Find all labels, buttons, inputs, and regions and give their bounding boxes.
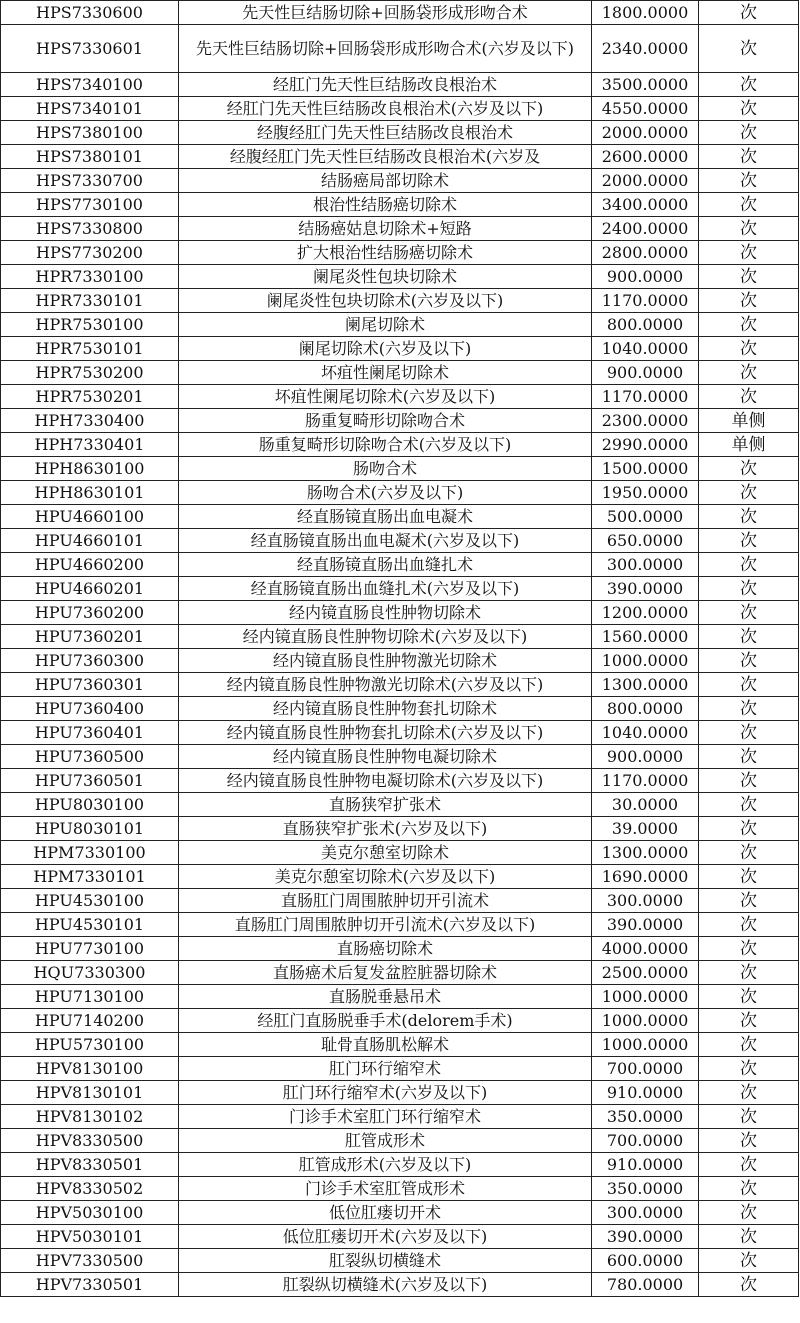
table-row bbox=[1, 793, 799, 817]
name-cell: 结肠癌局部切除术 bbox=[179, 169, 592, 193]
unit-cell: 次 bbox=[699, 361, 799, 385]
unit-cell: 次 bbox=[699, 1081, 799, 1105]
price-table-body bbox=[1, 1, 799, 1297]
name-cell: 肛裂纵切横缝术(六岁及以下) bbox=[179, 1273, 592, 1297]
name-cell: 经内镜直肠良性肿物电凝切除术(六岁及以下) bbox=[179, 769, 592, 793]
price-cell: 2400.0000 bbox=[592, 217, 699, 241]
code-cell: HPS7330601 bbox=[1, 25, 179, 73]
table-row bbox=[1, 553, 799, 577]
table-row bbox=[1, 505, 799, 529]
code-cell: HPS7730200 bbox=[1, 241, 179, 265]
unit-cell: 次 bbox=[699, 889, 799, 913]
price-cell: 2500.0000 bbox=[592, 961, 699, 985]
table-row bbox=[1, 649, 799, 673]
code-cell: HPV8130100 bbox=[1, 1057, 179, 1081]
code-cell: HPU4660100 bbox=[1, 505, 179, 529]
table-row bbox=[1, 817, 799, 841]
code-cell: HPM7330100 bbox=[1, 841, 179, 865]
code-cell: HPR7530100 bbox=[1, 313, 179, 337]
name-cell: 直肠癌切除术 bbox=[179, 937, 592, 961]
table-row bbox=[1, 145, 799, 169]
price-cell: 4000.0000 bbox=[592, 937, 699, 961]
table-row bbox=[1, 865, 799, 889]
code-cell: HPV5030101 bbox=[1, 1225, 179, 1249]
name-cell: 经直肠镜直肠出血电凝术(六岁及以下) bbox=[179, 529, 592, 553]
name-cell: 肛管成形术(六岁及以下) bbox=[179, 1153, 592, 1177]
table-row bbox=[1, 409, 799, 433]
name-cell: 肠吻合术 bbox=[179, 457, 592, 481]
price-cell: 390.0000 bbox=[592, 913, 699, 937]
code-cell: HPS7330800 bbox=[1, 217, 179, 241]
unit-cell: 次 bbox=[699, 697, 799, 721]
table-row bbox=[1, 985, 799, 1009]
price-cell: 1000.0000 bbox=[592, 985, 699, 1009]
name-cell: 经内镜直肠良性肿物激光切除术 bbox=[179, 649, 592, 673]
table-row bbox=[1, 193, 799, 217]
unit-cell: 次 bbox=[699, 793, 799, 817]
price-cell: 2990.0000 bbox=[592, 433, 699, 457]
price-cell: 2000.0000 bbox=[592, 169, 699, 193]
price-cell: 700.0000 bbox=[592, 1129, 699, 1153]
price-cell: 1000.0000 bbox=[592, 1009, 699, 1033]
code-cell: HPV8130101 bbox=[1, 1081, 179, 1105]
price-cell: 350.0000 bbox=[592, 1177, 699, 1201]
price-cell: 1950.0000 bbox=[592, 481, 699, 505]
name-cell: 经内镜直肠良性肿物电凝切除术 bbox=[179, 745, 592, 769]
table-row bbox=[1, 769, 799, 793]
name-cell: 肠吻合术(六岁及以下) bbox=[179, 481, 592, 505]
price-cell: 1040.0000 bbox=[592, 337, 699, 361]
code-cell: HPU7130100 bbox=[1, 985, 179, 1009]
price-cell: 1300.0000 bbox=[592, 841, 699, 865]
name-cell: 美克尔憩室切除术 bbox=[179, 841, 592, 865]
name-cell: 经内镜直肠良性肿物切除术 bbox=[179, 601, 592, 625]
code-cell: HPV7330501 bbox=[1, 1273, 179, 1297]
code-cell: HPV8330500 bbox=[1, 1129, 179, 1153]
name-cell: 肠重复畸形切除吻合术 bbox=[179, 409, 592, 433]
unit-cell: 次 bbox=[699, 505, 799, 529]
table-row bbox=[1, 1153, 799, 1177]
price-cell: 1170.0000 bbox=[592, 769, 699, 793]
name-cell: 阑尾切除术 bbox=[179, 313, 592, 337]
table-row bbox=[1, 169, 799, 193]
price-cell: 300.0000 bbox=[592, 889, 699, 913]
code-cell: HPH8630100 bbox=[1, 457, 179, 481]
table-row bbox=[1, 1057, 799, 1081]
price-cell: 1800.0000 bbox=[592, 1, 699, 25]
name-cell: 经腹经肛门先天性巨结肠改良根治术(六岁及 bbox=[179, 145, 592, 169]
table-row bbox=[1, 1105, 799, 1129]
code-cell: HQU7330300 bbox=[1, 961, 179, 985]
name-cell: 扩大根治性结肠癌切除术 bbox=[179, 241, 592, 265]
code-cell: HPU7360401 bbox=[1, 721, 179, 745]
price-cell: 900.0000 bbox=[592, 361, 699, 385]
price-cell: 800.0000 bbox=[592, 697, 699, 721]
unit-cell: 次 bbox=[699, 25, 799, 73]
code-cell: HPU8030100 bbox=[1, 793, 179, 817]
price-cell: 600.0000 bbox=[592, 1249, 699, 1273]
unit-cell: 次 bbox=[699, 1273, 799, 1297]
table-row bbox=[1, 385, 799, 409]
unit-cell: 次 bbox=[699, 913, 799, 937]
name-cell: 经内镜直肠良性肿物套扎切除术 bbox=[179, 697, 592, 721]
table-row bbox=[1, 721, 799, 745]
table-row bbox=[1, 121, 799, 145]
table-row bbox=[1, 673, 799, 697]
table-row bbox=[1, 1201, 799, 1225]
unit-cell: 次 bbox=[699, 841, 799, 865]
name-cell: 低位肛瘘切开术(六岁及以下) bbox=[179, 1225, 592, 1249]
price-cell: 300.0000 bbox=[592, 1201, 699, 1225]
price-cell: 1170.0000 bbox=[592, 385, 699, 409]
unit-cell: 次 bbox=[699, 1, 799, 25]
unit-cell: 次 bbox=[699, 625, 799, 649]
name-cell: 坏疽性阑尾切除术 bbox=[179, 361, 592, 385]
code-cell: HPU7360200 bbox=[1, 601, 179, 625]
table-row bbox=[1, 217, 799, 241]
price-cell: 910.0000 bbox=[592, 1081, 699, 1105]
price-cell: 30.0000 bbox=[592, 793, 699, 817]
price-cell: 900.0000 bbox=[592, 265, 699, 289]
code-cell: HPH7330400 bbox=[1, 409, 179, 433]
name-cell: 低位肛瘘切开术 bbox=[179, 1201, 592, 1225]
unit-cell: 次 bbox=[699, 217, 799, 241]
code-cell: HPU7360201 bbox=[1, 625, 179, 649]
unit-cell: 次 bbox=[699, 745, 799, 769]
name-cell: 直肠肛门周围脓肿切开引流术(六岁及以下) bbox=[179, 913, 592, 937]
code-cell: HPU4530101 bbox=[1, 913, 179, 937]
unit-cell: 次 bbox=[699, 1201, 799, 1225]
name-cell: 耻骨直肠肌松解术 bbox=[179, 1033, 592, 1057]
name-cell: 肛门环行缩窄术(六岁及以下) bbox=[179, 1081, 592, 1105]
code-cell: HPU7360300 bbox=[1, 649, 179, 673]
price-cell: 3400.0000 bbox=[592, 193, 699, 217]
name-cell: 经直肠镜直肠出血缝扎术 bbox=[179, 553, 592, 577]
code-cell: HPU4660201 bbox=[1, 577, 179, 601]
unit-cell: 次 bbox=[699, 865, 799, 889]
name-cell: 经直肠镜直肠出血电凝术 bbox=[179, 505, 592, 529]
unit-cell: 次 bbox=[699, 241, 799, 265]
table-row bbox=[1, 361, 799, 385]
code-cell: HPR7330100 bbox=[1, 265, 179, 289]
code-cell: HPM7330101 bbox=[1, 865, 179, 889]
price-cell: 1040.0000 bbox=[592, 721, 699, 745]
price-cell: 780.0000 bbox=[592, 1273, 699, 1297]
name-cell: 门诊手术室肛门环行缩窄术 bbox=[179, 1105, 592, 1129]
price-cell: 1500.0000 bbox=[592, 457, 699, 481]
price-cell: 1200.0000 bbox=[592, 601, 699, 625]
unit-cell: 次 bbox=[699, 97, 799, 121]
name-cell: 美克尔憩室切除术(六岁及以下) bbox=[179, 865, 592, 889]
name-cell: 经腹经肛门先天性巨结肠改良根治术 bbox=[179, 121, 592, 145]
price-cell: 39.0000 bbox=[592, 817, 699, 841]
code-cell: HPU7140200 bbox=[1, 1009, 179, 1033]
name-cell: 结肠癌姑息切除术+短路 bbox=[179, 217, 592, 241]
name-cell: 门诊手术室肛管成形术 bbox=[179, 1177, 592, 1201]
table-row bbox=[1, 961, 799, 985]
table-row bbox=[1, 433, 799, 457]
name-cell: 直肠癌术后复发盆腔脏器切除术 bbox=[179, 961, 592, 985]
code-cell: HPR7330101 bbox=[1, 289, 179, 313]
table-row bbox=[1, 601, 799, 625]
code-cell: HPS7380101 bbox=[1, 145, 179, 169]
name-cell: 经肛门先天性巨结肠改良根治术 bbox=[179, 73, 592, 97]
table-row bbox=[1, 1, 799, 25]
price-cell: 1690.0000 bbox=[592, 865, 699, 889]
unit-cell: 次 bbox=[699, 193, 799, 217]
table-row bbox=[1, 937, 799, 961]
price-cell: 3500.0000 bbox=[592, 73, 699, 97]
code-cell: HPH7330401 bbox=[1, 433, 179, 457]
table-row bbox=[1, 313, 799, 337]
price-cell: 1000.0000 bbox=[592, 649, 699, 673]
table-row bbox=[1, 913, 799, 937]
price-cell: 1560.0000 bbox=[592, 625, 699, 649]
unit-cell: 次 bbox=[699, 553, 799, 577]
unit-cell: 次 bbox=[699, 1249, 799, 1273]
table-row bbox=[1, 1249, 799, 1273]
unit-cell: 次 bbox=[699, 145, 799, 169]
name-cell: 肛裂纵切横缝术 bbox=[179, 1249, 592, 1273]
unit-cell: 次 bbox=[699, 1057, 799, 1081]
price-cell: 650.0000 bbox=[592, 529, 699, 553]
code-cell: HPU4530100 bbox=[1, 889, 179, 913]
price-cell: 2800.0000 bbox=[592, 241, 699, 265]
code-cell: HPU5730100 bbox=[1, 1033, 179, 1057]
table-row bbox=[1, 1225, 799, 1249]
unit-cell: 次 bbox=[699, 817, 799, 841]
code-cell: HPS7340100 bbox=[1, 73, 179, 97]
price-cell: 350.0000 bbox=[592, 1105, 699, 1129]
unit-cell: 次 bbox=[699, 313, 799, 337]
unit-cell: 次 bbox=[699, 673, 799, 697]
price-cell: 800.0000 bbox=[592, 313, 699, 337]
table-row bbox=[1, 625, 799, 649]
unit-cell: 单侧 bbox=[699, 409, 799, 433]
price-cell: 1300.0000 bbox=[592, 673, 699, 697]
price-cell: 1170.0000 bbox=[592, 289, 699, 313]
unit-cell: 次 bbox=[699, 985, 799, 1009]
table-row bbox=[1, 889, 799, 913]
unit-cell: 次 bbox=[699, 1033, 799, 1057]
name-cell: 直肠脱垂悬吊术 bbox=[179, 985, 592, 1009]
name-cell: 阑尾切除术(六岁及以下) bbox=[179, 337, 592, 361]
unit-cell: 次 bbox=[699, 769, 799, 793]
unit-cell: 次 bbox=[699, 961, 799, 985]
unit-cell: 次 bbox=[699, 481, 799, 505]
code-cell: HPS7380100 bbox=[1, 121, 179, 145]
unit-cell: 次 bbox=[699, 649, 799, 673]
code-cell: HPR7530201 bbox=[1, 385, 179, 409]
price-cell: 910.0000 bbox=[592, 1153, 699, 1177]
code-cell: HPU4660200 bbox=[1, 553, 179, 577]
price-cell: 4550.0000 bbox=[592, 97, 699, 121]
code-cell: HPR7530101 bbox=[1, 337, 179, 361]
name-cell: 经内镜直肠良性肿物套扎切除术(六岁及以下) bbox=[179, 721, 592, 745]
unit-cell: 次 bbox=[699, 121, 799, 145]
name-cell: 先天性巨结肠切除+回肠袋形成形吻合术(六岁及以下) bbox=[179, 25, 592, 73]
table-row bbox=[1, 529, 799, 553]
name-cell: 阑尾炎性包块切除术 bbox=[179, 265, 592, 289]
code-cell: HPS7730100 bbox=[1, 193, 179, 217]
unit-cell: 次 bbox=[699, 385, 799, 409]
code-cell: HPU8030101 bbox=[1, 817, 179, 841]
table-row bbox=[1, 1129, 799, 1153]
unit-cell: 单侧 bbox=[699, 433, 799, 457]
code-cell: HPV5030100 bbox=[1, 1201, 179, 1225]
code-cell: HPV8130102 bbox=[1, 1105, 179, 1129]
code-cell: HPU7360500 bbox=[1, 745, 179, 769]
price-cell: 390.0000 bbox=[592, 577, 699, 601]
name-cell: 经内镜直肠良性肿物激光切除术(六岁及以下) bbox=[179, 673, 592, 697]
name-cell: 直肠狭窄扩张术 bbox=[179, 793, 592, 817]
table-row bbox=[1, 481, 799, 505]
name-cell: 经直肠镜直肠出血缝扎术(六岁及以下) bbox=[179, 577, 592, 601]
table-row bbox=[1, 577, 799, 601]
name-cell: 根治性结肠癌切除术 bbox=[179, 193, 592, 217]
unit-cell: 次 bbox=[699, 1153, 799, 1177]
code-cell: HPU7360501 bbox=[1, 769, 179, 793]
name-cell: 经内镜直肠良性肿物切除术(六岁及以下) bbox=[179, 625, 592, 649]
name-cell: 经肛门直肠脱垂手术(delorem手术) bbox=[179, 1009, 592, 1033]
table-row bbox=[1, 73, 799, 97]
name-cell: 阑尾炎性包块切除术(六岁及以下) bbox=[179, 289, 592, 313]
code-cell: HPV7330500 bbox=[1, 1249, 179, 1273]
code-cell: HPS7340101 bbox=[1, 97, 179, 121]
table-row bbox=[1, 1273, 799, 1297]
unit-cell: 次 bbox=[699, 289, 799, 313]
name-cell: 肛门环行缩窄术 bbox=[179, 1057, 592, 1081]
code-cell: HPS7330600 bbox=[1, 1, 179, 25]
name-cell: 经肛门先天性巨结肠改良根治术(六岁及以下) bbox=[179, 97, 592, 121]
table-row bbox=[1, 265, 799, 289]
unit-cell: 次 bbox=[699, 1009, 799, 1033]
unit-cell: 次 bbox=[699, 529, 799, 553]
price-cell: 500.0000 bbox=[592, 505, 699, 529]
code-cell: HPV8330501 bbox=[1, 1153, 179, 1177]
table-row bbox=[1, 25, 799, 73]
code-cell: HPU7360301 bbox=[1, 673, 179, 697]
unit-cell: 次 bbox=[699, 577, 799, 601]
unit-cell: 次 bbox=[699, 721, 799, 745]
table-row bbox=[1, 1009, 799, 1033]
unit-cell: 次 bbox=[699, 937, 799, 961]
unit-cell: 次 bbox=[699, 1225, 799, 1249]
unit-cell: 次 bbox=[699, 601, 799, 625]
price-cell: 900.0000 bbox=[592, 745, 699, 769]
price-cell: 2600.0000 bbox=[592, 145, 699, 169]
unit-cell: 次 bbox=[699, 265, 799, 289]
code-cell: HPV8330502 bbox=[1, 1177, 179, 1201]
code-cell: HPH8630101 bbox=[1, 481, 179, 505]
table-row bbox=[1, 241, 799, 265]
unit-cell: 次 bbox=[699, 73, 799, 97]
price-cell: 700.0000 bbox=[592, 1057, 699, 1081]
price-cell: 2340.0000 bbox=[592, 25, 699, 73]
code-cell: HPS7330700 bbox=[1, 169, 179, 193]
name-cell: 直肠肛门周围脓肿切开引流术 bbox=[179, 889, 592, 913]
unit-cell: 次 bbox=[699, 337, 799, 361]
code-cell: HPU7730100 bbox=[1, 937, 179, 961]
code-cell: HPR7530200 bbox=[1, 361, 179, 385]
unit-cell: 次 bbox=[699, 169, 799, 193]
code-cell: HPU4660101 bbox=[1, 529, 179, 553]
name-cell: 肛管成形术 bbox=[179, 1129, 592, 1153]
table-row bbox=[1, 841, 799, 865]
table-row bbox=[1, 289, 799, 313]
unit-cell: 次 bbox=[699, 1177, 799, 1201]
price-cell: 300.0000 bbox=[592, 553, 699, 577]
name-cell: 坏疽性阑尾切除术(六岁及以下) bbox=[179, 385, 592, 409]
unit-cell: 次 bbox=[699, 1129, 799, 1153]
unit-cell: 次 bbox=[699, 457, 799, 481]
name-cell: 直肠狭窄扩张术(六岁及以下) bbox=[179, 817, 592, 841]
table-row bbox=[1, 457, 799, 481]
name-cell: 先天性巨结肠切除+回肠袋形成形吻合术 bbox=[179, 1, 592, 25]
table-row bbox=[1, 697, 799, 721]
price-cell: 2300.0000 bbox=[592, 409, 699, 433]
table-row bbox=[1, 1177, 799, 1201]
code-cell: HPU7360400 bbox=[1, 697, 179, 721]
table-row bbox=[1, 1033, 799, 1057]
table-row bbox=[1, 1081, 799, 1105]
name-cell: 肠重复畸形切除吻合术(六岁及以下) bbox=[179, 433, 592, 457]
table-row bbox=[1, 97, 799, 121]
price-cell: 390.0000 bbox=[592, 1225, 699, 1249]
unit-cell: 次 bbox=[699, 1105, 799, 1129]
price-cell: 1000.0000 bbox=[592, 1033, 699, 1057]
table-row bbox=[1, 337, 799, 361]
table-row bbox=[1, 745, 799, 769]
price-cell: 2000.0000 bbox=[592, 121, 699, 145]
